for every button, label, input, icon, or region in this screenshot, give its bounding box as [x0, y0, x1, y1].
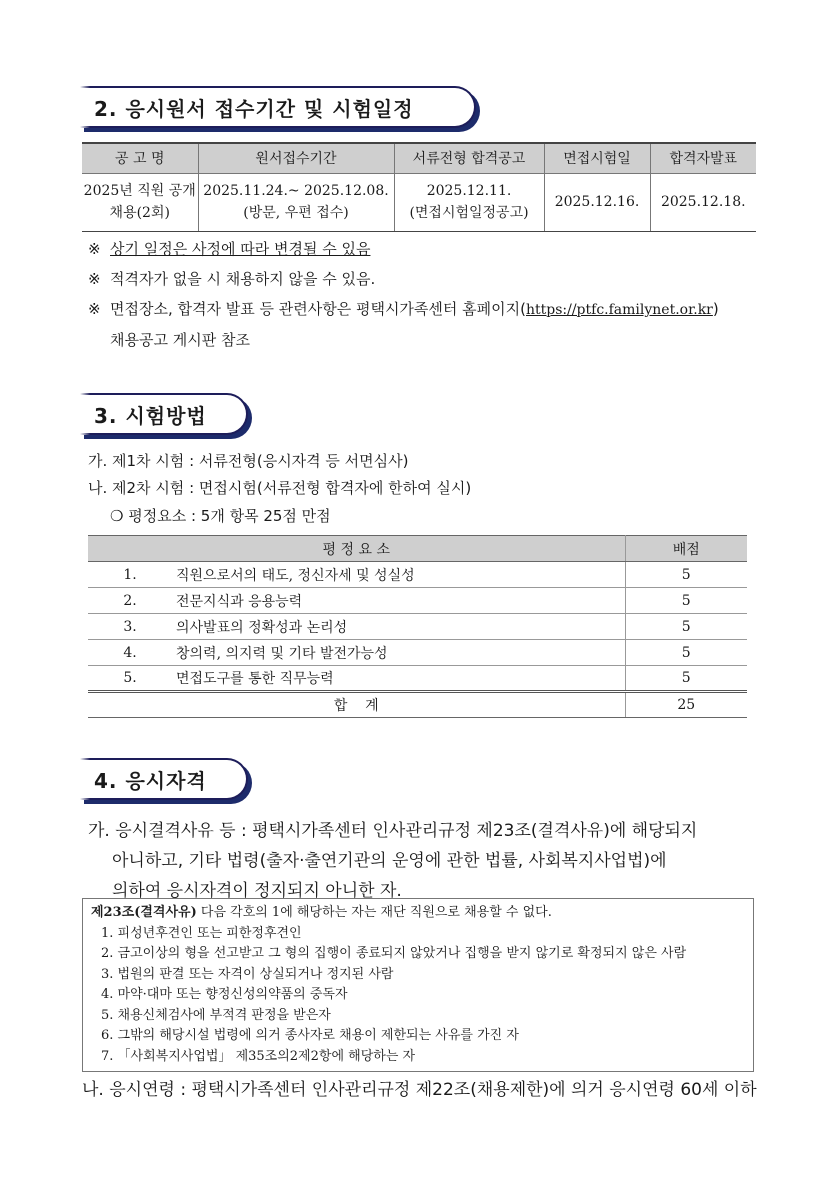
note-3: ※ 면접장소, 합격자 발표 등 관련사항은 평택시가족센터 홈페이지(https://ptfc.familynet.or.kr)	[88, 300, 719, 318]
exam-step-2: 나. 제2차 시험 : 면접시험(서류전형 합격자에 한하여 실시)	[88, 479, 472, 497]
homepage-link[interactable]: https://ptfc.familynet.or.kr	[525, 302, 713, 318]
list-item: 3. 법원의 판결 또는 자격이 상실되거나 정지된 사람	[101, 966, 394, 982]
list-item: 2. 금고이상의 형을 선고받고 그 형의 집행이 종료되지 않았거나 집행을 받지 않기로 확정되지 않은 사람	[101, 946, 687, 961]
list-item: 7. 「사회복지사업법」 제35조의2제2항에 해당하는 자	[101, 1048, 416, 1064]
cell-period: 2025.11.24.~ 2025.12.08. (방문, 우편 접수)	[198, 173, 394, 231]
table-row: 4. 창의력, 의지력 및 기타 발전가능성 5	[88, 640, 747, 666]
section-3-heading: 3. 시험방법	[80, 393, 248, 435]
col-header-items: 평 정 요 소	[88, 536, 625, 562]
bullet-icon: ❍	[110, 507, 124, 525]
disqualification-paragraph: 가. 응시결격사유 등 : 평택시가족센터 인사관리규정 제23조(결격사유)에 해당되지 아니하고, 기타 법령(출자·출연기관의 운영에 관한 법률, 사회복지사업법)에 의하여 응시자격이 정지되지 아니한 자.	[88, 821, 698, 901]
cell-doc-result: 2025.12.11. (면접시험일정공고)	[394, 173, 544, 231]
col-header-interview: 면접시험일	[544, 143, 650, 173]
table-row: 3. 의사발표의 정확성과 논리성 5	[88, 614, 747, 640]
table-row: 2. 전문지식과 응용능력 5	[88, 588, 747, 614]
table-row: 1. 직원으로서의 태도, 정신자세 및 성실성 5	[88, 562, 747, 588]
col-header-period: 원서접수기간	[198, 143, 394, 173]
note-2: ※ 적격자가 없을 시 채용하지 않을 수 있음.	[88, 270, 376, 288]
col-header-result: 합격자발표	[650, 143, 756, 173]
list-item: 1. 피성년후견인 또는 피한정후견인	[101, 925, 302, 941]
list-item: 6. 그밖의 해당시설 법령에 의거 종사자로 채용이 제한되는 사유를 가진 자	[101, 1028, 519, 1043]
age-limit-line: 나. 응시연령 : 평택시가족센터 인사관리규정 제22조(채용제한)에 의거 응시연령 60세 이하	[82, 1080, 757, 1100]
col-header-doc-result: 서류전형 합격공고	[394, 143, 544, 173]
note-1: ※ 상기 일정은 사정에 따라 변경될 수 있음	[88, 240, 371, 258]
section-2-heading: 2. 응시원서 접수기간 및 시험일정	[80, 86, 476, 128]
cell-result: 2025.12.18.	[650, 173, 756, 231]
cell-interview: 2025.12.16.	[544, 173, 650, 231]
list-item: 4. 마약·대마 또는 향정신성의약품의 중독자	[101, 987, 348, 1002]
note-3-line2: 채용공고 게시판 참조	[110, 331, 250, 349]
table-row	[82, 173, 756, 231]
col-header-title: 공 고 명	[82, 143, 198, 173]
list-item: 5. 채용신체검사에 부적격 판정을 받은자	[101, 1007, 331, 1023]
evaluation-bullet: ❍ 평정요소 : 5개 항목 25점 만점	[110, 507, 331, 525]
schedule-table	[82, 142, 756, 232]
total-row: 합 계 25	[88, 692, 747, 718]
article-title: 제23조(결격사유) 다음 각호의 1에 해당하는 자는 재단 직원으로 채용할 수 없다.	[91, 905, 552, 920]
table-row: 5. 면접도구를 통한 직무능력 5	[88, 666, 747, 692]
section-4-heading: 4. 응시자격	[80, 758, 248, 800]
exam-step-1: 가. 제1차 시험 : 서류전형(응시자격 등 서면심사)	[88, 452, 409, 470]
cell-title: 2025년 직원 공개 채용(2회)	[82, 173, 198, 231]
article-23-box	[82, 898, 754, 1072]
evaluation-table	[88, 535, 747, 718]
schedule-notes	[88, 234, 768, 355]
col-header-score: 배점	[625, 536, 747, 562]
